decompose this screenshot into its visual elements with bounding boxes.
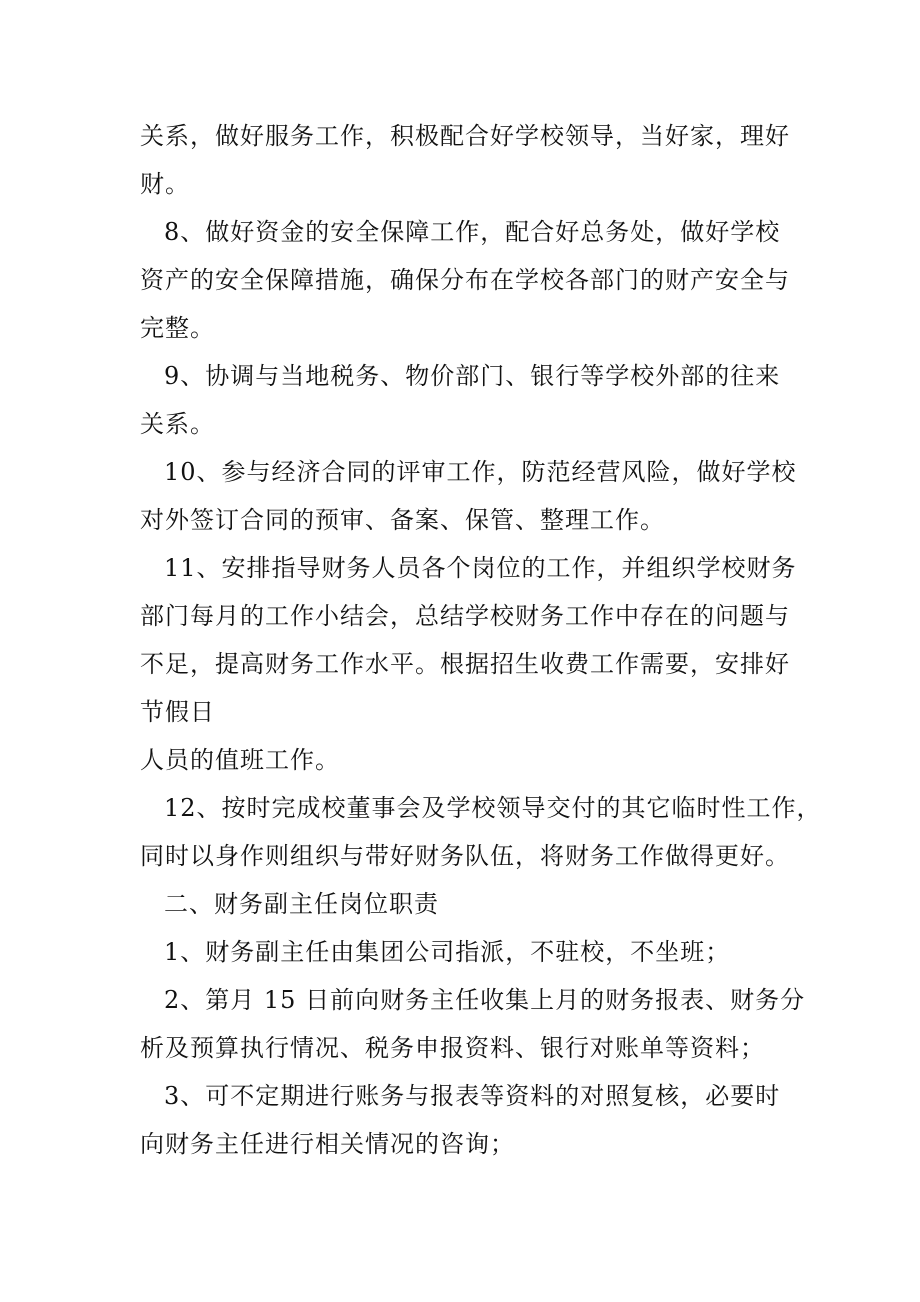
text-line: 析及预算执行情况、税务申报资料、银行对账单等资料； <box>140 1034 765 1062</box>
text-line: 不足，提高财务工作水平。根据招生收费工作需要，安排好 <box>140 650 790 678</box>
text-line: 部门每月的工作小结会，总结学校财务工作中存在的问题与 <box>140 602 790 630</box>
text-line: 人员的值班工作。 <box>140 746 340 774</box>
text-line: 10、参与经济合同的评审工作，防范经营风险，做好学校 <box>164 458 797 486</box>
text-line: 3、可不定期进行账务与报表等资料的对照复核，必要时 <box>164 1082 781 1110</box>
text-line: 11、安排指导财务人员各个岗位的工作，并组织学校财务 <box>164 554 797 582</box>
text-line: 完整。 <box>140 314 215 342</box>
text-line: 9、协调与当地税务、物价部门、银行等学校外部的往来 <box>164 362 781 390</box>
text-line: 同时以身作则组织与带好财务队伍，将财务工作做得更好。 <box>140 842 790 870</box>
section-heading: 二、财务副主任岗位职责 <box>164 890 439 918</box>
text-line: 向财务主任进行相关情况的咨询； <box>140 1130 515 1158</box>
text-line: 2、第月 15 日前向财务主任收集上月的财务报表、财务分 <box>164 986 806 1014</box>
text-line: 资产的安全保障措施，确保分布在学校各部门的财产安全与 <box>140 266 790 294</box>
text-line: 对外签订合同的预审、备案、保管、整理工作。 <box>140 506 665 534</box>
text-line: 8、做好资金的安全保障工作，配合好总务处，做好学校 <box>164 218 781 246</box>
text-line: 关系，做好服务工作，积极配合好学校领导，当好家，理好 <box>140 122 790 150</box>
text-line: 关系。 <box>140 410 215 438</box>
text-line: 12、按时完成校董事会及学校领导交付的其它临时性工作， <box>164 794 822 822</box>
text-line: 1、财务副主任由集团公司指派，不驻校，不坐班； <box>164 938 731 966</box>
text-line: 节假日 <box>140 698 215 726</box>
text-line: 财。 <box>140 170 190 198</box>
